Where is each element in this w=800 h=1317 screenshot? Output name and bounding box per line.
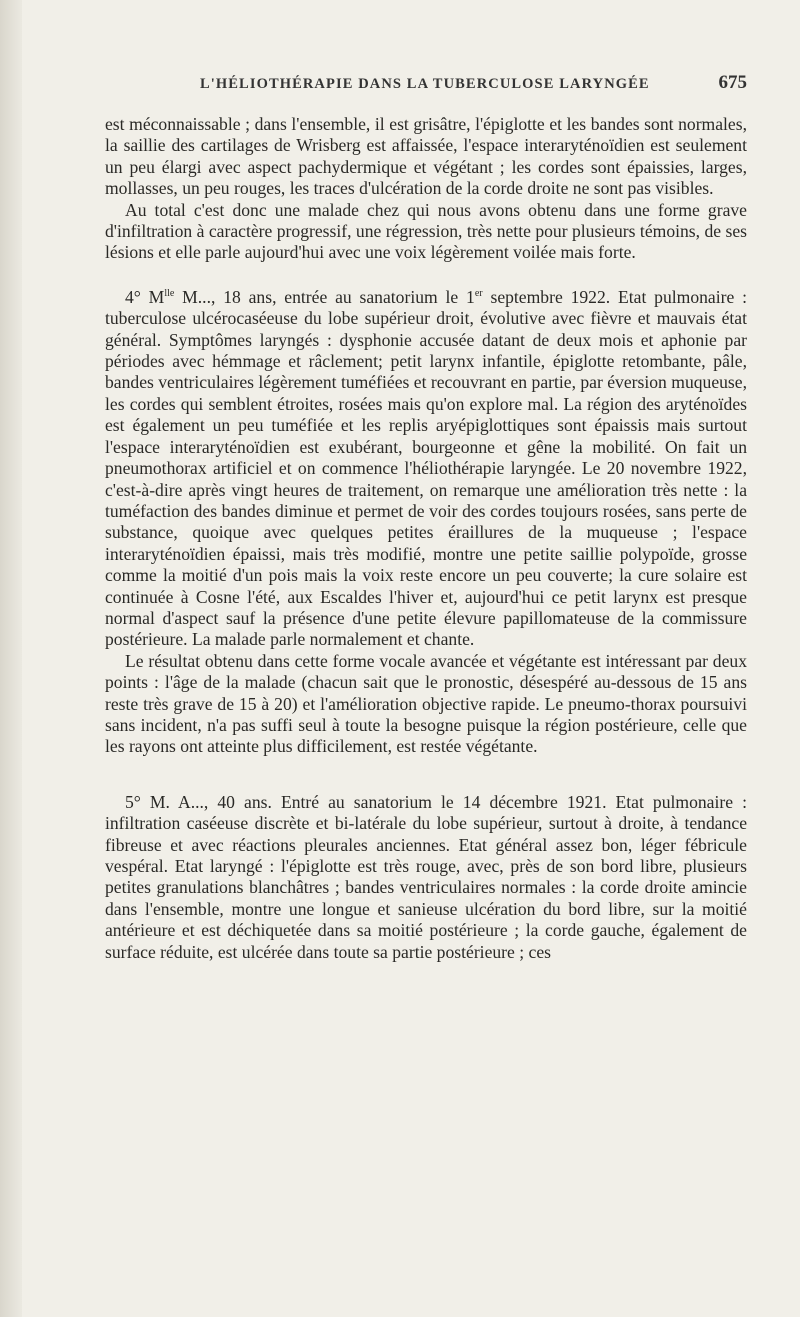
- case-4-mid: M..., 18 ans, entrée au sanatorium le 1: [174, 286, 475, 307]
- paragraph-summary: Au total c'est donc une malade chez qui nous avons obtenu dans une forme grave d'infiltration à caractère progressif, une régression, très nette pour plusieurs témoins, de ses lésions et elle parle aujourd'hui avec une voix légèrement voilée mais forte.: [105, 199, 747, 263]
- running-head: [105, 72, 747, 102]
- case-4-prefix: 4° M: [125, 286, 165, 307]
- running-title: L'HÉLIOTHÉRAPIE DANS LA TUBERCULOSE LARYNGÉE: [200, 76, 650, 92]
- scan-edge: [0, 0, 22, 1317]
- paragraph-continuation: est méconnaissable ; dans l'ensemble, il est grisâtre, l'épiglotte et les bandes sont normales, la saillie des cartilages de Wrisberg est affaissée, l'espace interaryténoïdien est seulement un peu élargi avec aspect pachydermique et végétant ; les cordes sont épaissies, larges, mollasses, un peu rouges, les traces d'ulcération de la corde droite ne sont pas visibles.: [105, 114, 747, 199]
- case-5-paragraph: 5° M. A..., 40 ans. Entré au sanatorium le 14 décembre 1921. Etat pulmonaire : infiltration caséeuse discrète et bi-latérale du lobe supérieur, surtout à droite, à tendance fibreuse et avec réactions pleurales anciennes. Etat général assez bon, léger fébricule vespéral. Etat laryngé : l'épiglotte est très rouge, avec, près de son bord libre, plusieurs petites granulations blanchâtres ; bandes ventriculaires normales : la corde droite amincie dans l'ensemble, montre une longue et sanieuse ulcération du bord libre, sur la moitié antérieure et est déchiquetée dans sa moitié postérieure ; la corde gauche, également de surface réduite, est ulcérée dans toute sa partie postérieure ; ces: [105, 791, 747, 962]
- case-4-paragraph: [105, 287, 747, 651]
- case-4-sup-lle: lle: [164, 287, 175, 299]
- case-4-body: septembre 1922. Etat pulmonaire : tuberculose ulcérocaséeuse du lobe supérieur droit, évolutive avec fièvre et mauvais état général. Symptômes laryngés : dysphonie accusée datant de deux mois et aphonie par périodes avec hémmage et râclement; petit larynx infantile, épiglotte retombante, pâle, bandes ventriculaires légèrement tuméfiées et recouvrant en partie, par éversion muqueuse, les cordes qui semblent étroites, rosées mais qu'on explore mal. La région des aryténoïdes est également un peu tuméfiée et les replis aryépiglottiques sont épaissis mais surtout l'espace interaryténoïdien est exubérant, bourgeonne et gêne la mobilité. On fait un pneumothorax artificiel et on commence l'héliothérapie laryngée. Le 20 novembre 1922, c'est-à-dire après vingt heures de traitement, on remarque une amélioration très nette : la tuméfaction des bandes diminue et permet de voir des cordes toujours rosées, sans perte de substance, quoique avec quelques petites éraillures de la muqueuse ; l'espace interaryténoïdien épaissi, mais très modifié, montre une petite saillie polypoïde, grosse comme la moitié d'un pois mais la voix reste encore un peu couverte; la cure solaire est continuée à Cosne l'été, aux Escaldes l'hiver et, aujourd'hui ce petit larynx est presque normal d'aspect sauf la présence d'une petite élevure papillomateuse de la commissure postérieure. La malade parle normalement et chante.: [105, 286, 748, 650]
- case-4-sup-er: er: [474, 287, 483, 299]
- page-number: 675: [718, 72, 747, 93]
- document-page: [105, 72, 747, 963]
- result-paragraph: Le résultat obtenu dans cette forme vocale avancée et végétante est intéressant par deux points : l'âge de la malade (chacun sait que le pronostic, désespéré au-dessous de 15 ans reste très grave de 15 à 20) et l'amélioration objective rapide. Le pneumo-thorax poursuivi sans incident, n'a pas suffi seul à toute la besogne puisque la région postérieure, celle que les rayons ont atteinte plus difficilement, est restée végétante.: [105, 650, 747, 757]
